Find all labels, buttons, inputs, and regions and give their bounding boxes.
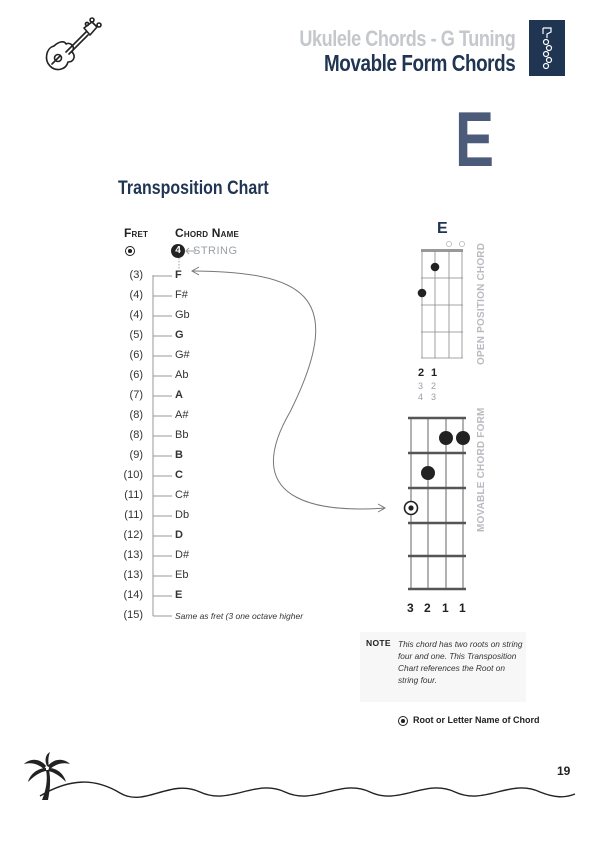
chord-name: C#: [175, 489, 190, 501]
movable-finger-4: 1: [459, 601, 466, 615]
header-subtitle: Movable Form Chords: [323, 50, 515, 76]
movable-chord-diagram: [400, 413, 476, 593]
chord-name: F#: [175, 289, 188, 301]
chord-name: D: [175, 529, 183, 541]
chart-bracket: [145, 268, 175, 620]
fret-number: (3): [129, 269, 143, 281]
chord-name: D#: [175, 549, 190, 561]
fret-number: (4): [129, 309, 143, 321]
chord-name: Bb: [175, 429, 189, 441]
fret-number: (14): [123, 589, 143, 601]
chord-name: B: [175, 449, 183, 461]
open-position-label: OPEN POSITION CHORD: [476, 242, 487, 365]
string-number-badge: 4: [171, 244, 185, 258]
open-alt1-2: 2: [431, 381, 437, 391]
finger-dot: [421, 466, 435, 480]
chord-name-column-header: Chord Name: [175, 226, 239, 240]
fret-number: (7): [129, 389, 143, 401]
chord-name: F: [175, 269, 182, 281]
open-alt2-2: 3: [431, 392, 437, 402]
movable-form-label: MOVABLE CHORD FORM: [476, 407, 487, 532]
header-title: Ukulele Chords - G Tuning: [299, 26, 515, 51]
note-text: This chord has two roots on string four and one. This Transposition Chart references the Root on string four.: [398, 639, 523, 685]
section-title: Transposition Chart: [118, 178, 269, 199]
chord-name: Db: [175, 509, 190, 521]
fret-number: (6): [129, 369, 143, 381]
chord-name: Gb: [175, 309, 190, 321]
finger-dot: [439, 431, 453, 445]
footer-wave: [0, 748, 595, 808]
movable-finger-3: 1: [442, 601, 449, 615]
fret-number: (15): [123, 609, 143, 621]
ukulele-icon: [40, 16, 102, 76]
palm-tree-icon: [22, 752, 74, 804]
fret-number: (8): [129, 409, 143, 421]
fret-number: (12): [123, 529, 143, 541]
open-finger-1: 2: [418, 367, 425, 379]
fret-number: (13): [123, 549, 143, 561]
finger-dot: [456, 431, 470, 445]
chord-name: Ab: [175, 369, 189, 381]
root-symbol-icon: [125, 246, 135, 256]
fret-number: (8): [129, 429, 143, 441]
open-finger-2: 1: [431, 367, 438, 379]
open-chord-name: E: [437, 220, 448, 237]
finger-dot: [431, 263, 440, 272]
ukulele-neck-icon: [529, 20, 565, 76]
note-label: NOTE: [366, 638, 391, 648]
page-number: 19: [557, 764, 571, 778]
movable-finger-1: 3: [407, 601, 414, 615]
transposition-arrow: [180, 262, 410, 522]
chord-name: C: [175, 469, 183, 481]
legend-root-icon: [398, 716, 408, 726]
fret-number: (11): [124, 509, 143, 521]
open-alt1-1: 3: [418, 381, 424, 391]
fret-column-header: Fret: [124, 226, 149, 240]
open-alt2-1: 4: [418, 392, 424, 402]
fret-number: (13): [123, 569, 143, 581]
octave-note: Same as fret (3 one octave higher: [175, 611, 304, 621]
finger-dot: [418, 289, 427, 298]
chord-name: A#: [175, 409, 189, 421]
chord-letter: E: [455, 95, 495, 183]
chord-name: G#: [175, 349, 190, 361]
chord-name: E: [175, 589, 183, 601]
fret-number: (11): [124, 489, 143, 501]
open-chord-diagram: [410, 238, 476, 364]
section-tab: [529, 20, 565, 76]
string-label: STRING: [193, 245, 238, 257]
fret-number: (10): [123, 469, 143, 481]
fret-number: (6): [129, 349, 143, 361]
chord-name: Eb: [175, 569, 189, 581]
fret-number: (5): [129, 329, 143, 341]
chord-name: G: [175, 329, 184, 341]
fret-number: (9): [129, 449, 143, 461]
fret-number: (4): [129, 289, 143, 301]
movable-finger-2: 2: [424, 601, 431, 615]
chord-name: A: [175, 389, 183, 401]
legend-text: Root or Letter Name of Chord: [413, 715, 540, 725]
